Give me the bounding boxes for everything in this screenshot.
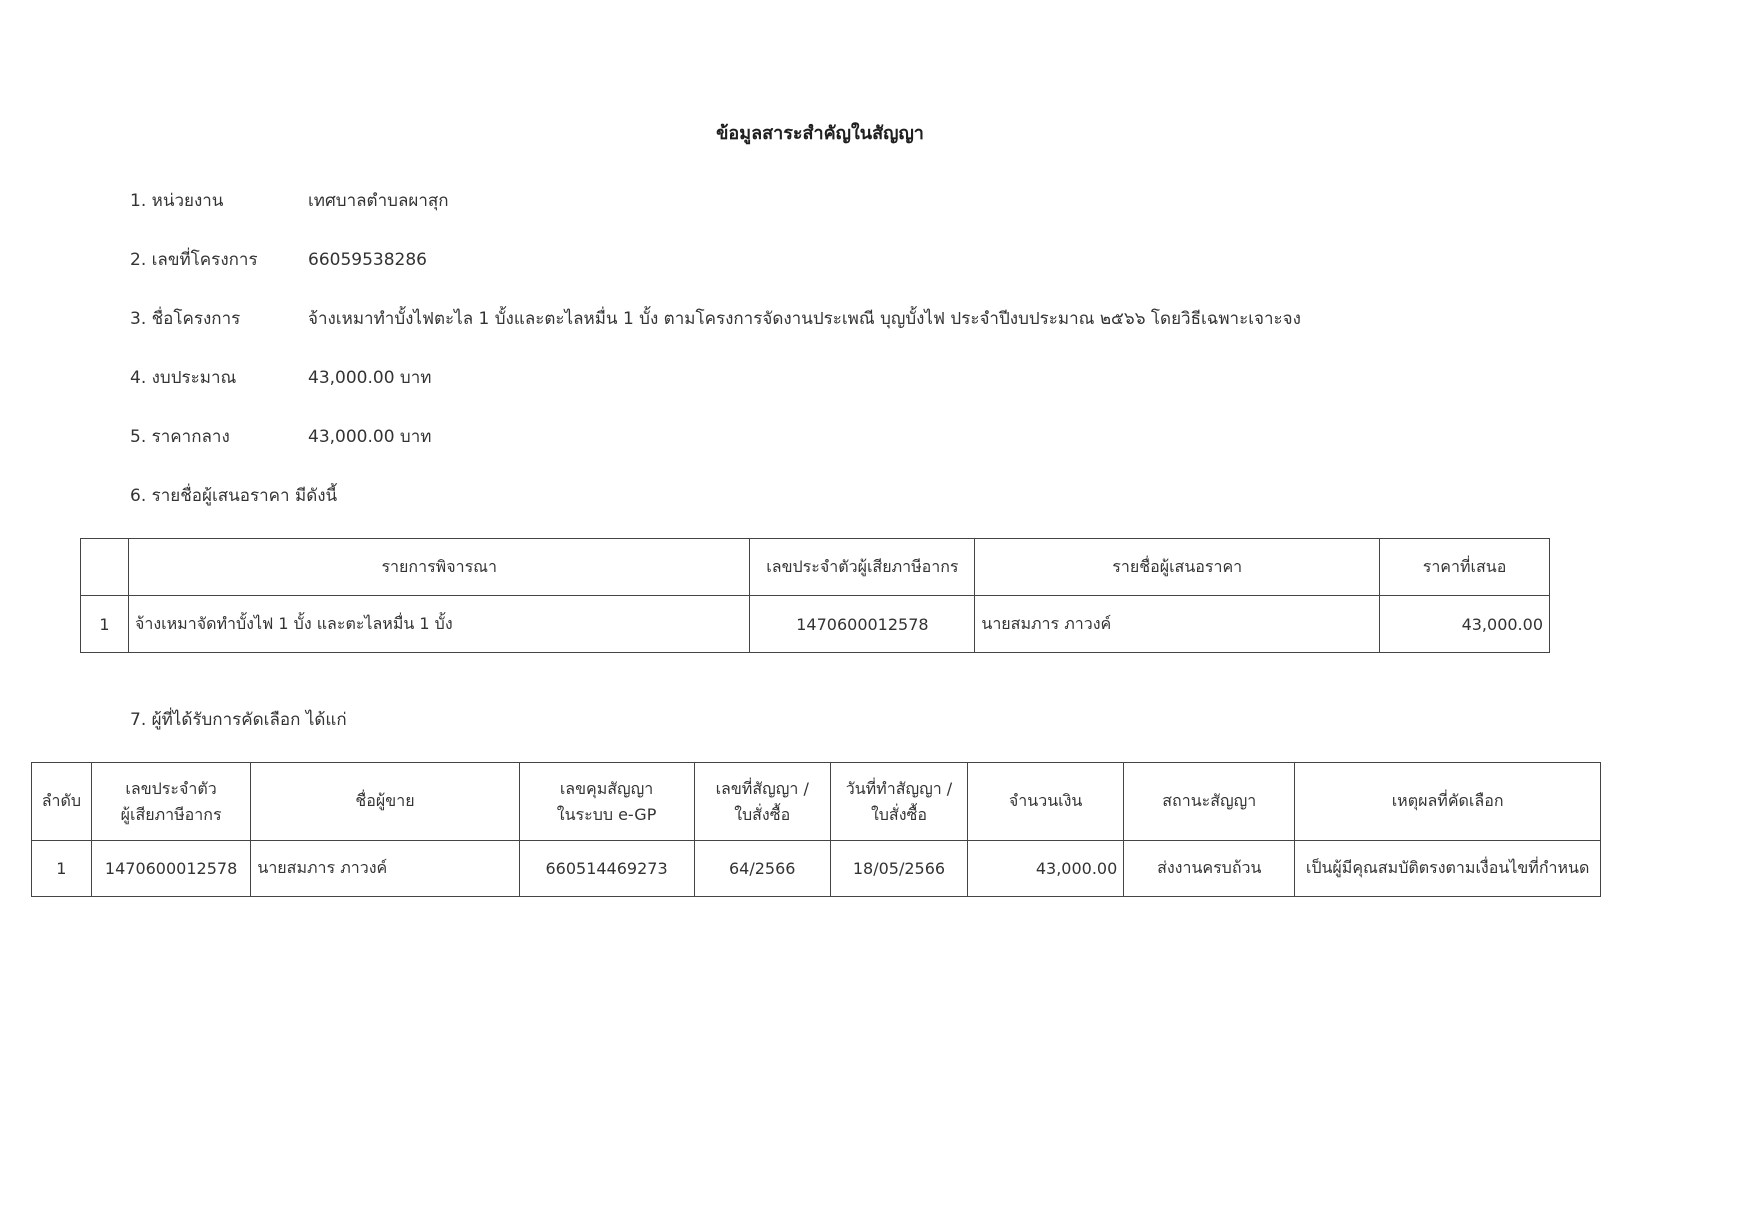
cell-tax-id: 1470600012578 bbox=[91, 841, 251, 897]
column-header-price: ราคาที่เสนอ bbox=[1380, 539, 1550, 596]
field-agency bbox=[130, 187, 449, 214]
table-header-row bbox=[32, 763, 1601, 841]
cell-amount: 43,000.00 bbox=[968, 841, 1124, 897]
field-label: 4. งบประมาณ bbox=[130, 368, 237, 388]
cell-item: จ้างเหมาจัดทำบั้งไฟ 1 บั้ง และตะไลหมื่น 1 บั้ง bbox=[128, 596, 749, 653]
field-label: 3. ชื่อโครงการ bbox=[130, 309, 241, 329]
header-line: ผู้เสียภาษีอากร bbox=[120, 804, 222, 824]
cell-bidder: นายสมภาร ภาวงค์ bbox=[975, 596, 1380, 653]
table-row bbox=[32, 841, 1601, 897]
field-label: 5. ราคากลาง bbox=[130, 427, 230, 447]
field-label: 2. เลขที่โครงการ bbox=[130, 250, 258, 270]
cell-contract-date: 18/05/2566 bbox=[830, 841, 967, 897]
table-row bbox=[81, 596, 1550, 653]
document-title: ข้อมูลสาระสำคัญในสัญญา bbox=[716, 123, 924, 144]
field-value: 43,000.00 บาท bbox=[308, 368, 432, 388]
column-header-status: สถานะสัญญา bbox=[1124, 763, 1295, 841]
field-project-name bbox=[130, 305, 1301, 332]
cell-contract-no: 64/2566 bbox=[694, 841, 830, 897]
field-reference-price bbox=[130, 423, 431, 450]
column-header-egp bbox=[519, 763, 694, 841]
winners-heading: 7. ผู้ที่ได้รับการคัดเลือก ได้แก่ bbox=[130, 710, 347, 730]
column-header-item: รายการพิจารณา bbox=[128, 539, 749, 596]
column-header-amount: จำนวนเงิน bbox=[968, 763, 1124, 841]
header-line: เลขที่สัญญา / bbox=[715, 778, 809, 798]
bidders-table bbox=[80, 538, 1550, 653]
header-line: เลขคุมสัญญา bbox=[559, 778, 654, 798]
field-value: 43,000.00 บาท bbox=[308, 427, 432, 447]
cell-seller: นายสมภาร ภาวงค์ bbox=[251, 841, 519, 897]
cell-egp-no: 660514469273 bbox=[519, 841, 694, 897]
field-value: 66059538286 bbox=[308, 250, 427, 270]
header-line: เลขประจำตัว bbox=[125, 778, 217, 798]
header-line: ใบสั่งซื้อ bbox=[734, 804, 791, 824]
column-header-bidder: รายชื่อผู้เสนอราคา bbox=[975, 539, 1380, 596]
column-header-no bbox=[81, 539, 129, 596]
field-label: 1. หน่วยงาน bbox=[130, 191, 224, 211]
cell-no: 1 bbox=[81, 596, 129, 653]
header-line: ใบสั่งซื้อ bbox=[870, 804, 927, 824]
field-budget bbox=[130, 364, 431, 391]
column-header-tax-id bbox=[91, 763, 251, 841]
column-header-seller: ชื่อผู้ขาย bbox=[251, 763, 519, 841]
bidders-heading: 6. รายชื่อผู้เสนอราคา มีดังนี้ bbox=[130, 486, 338, 506]
header-line: ในระบบ e-GP bbox=[556, 804, 657, 824]
field-value: จ้างเหมาทำบั้งไฟตะไล 1 บั้งและตะไลหมื่น 1 บั้ง ตามโครงการจัดงานประเพณี บุญบั้งไฟ ประจำปีงบประมาณ ๒๕๖๖ โดยวิธีเฉพาะเจาะจง bbox=[308, 309, 1301, 329]
cell-reason: เป็นผู้มีคุณสมบัติตรงตามเงื่อนไขที่กำหนด bbox=[1295, 841, 1601, 897]
column-header-contract-date bbox=[830, 763, 967, 841]
column-header-reason: เหตุผลที่คัดเลือก bbox=[1295, 763, 1601, 841]
field-value: เทศบาลตำบลผาสุก bbox=[308, 191, 449, 211]
header-line: วันที่ทำสัญญา / bbox=[845, 778, 953, 798]
cell-status: ส่งงานครบถ้วน bbox=[1124, 841, 1295, 897]
winners-table bbox=[31, 762, 1601, 897]
column-header-no: ลำดับ bbox=[32, 763, 92, 841]
column-header-tax-id: เลขประจำตัวผู้เสียภาษีอากร bbox=[750, 539, 975, 596]
cell-price: 43,000.00 bbox=[1380, 596, 1550, 653]
table-header-row bbox=[81, 539, 1550, 596]
column-header-contract-no bbox=[694, 763, 830, 841]
field-project-number bbox=[130, 246, 427, 273]
cell-tax-id: 1470600012578 bbox=[750, 596, 975, 653]
cell-no: 1 bbox=[32, 841, 92, 897]
